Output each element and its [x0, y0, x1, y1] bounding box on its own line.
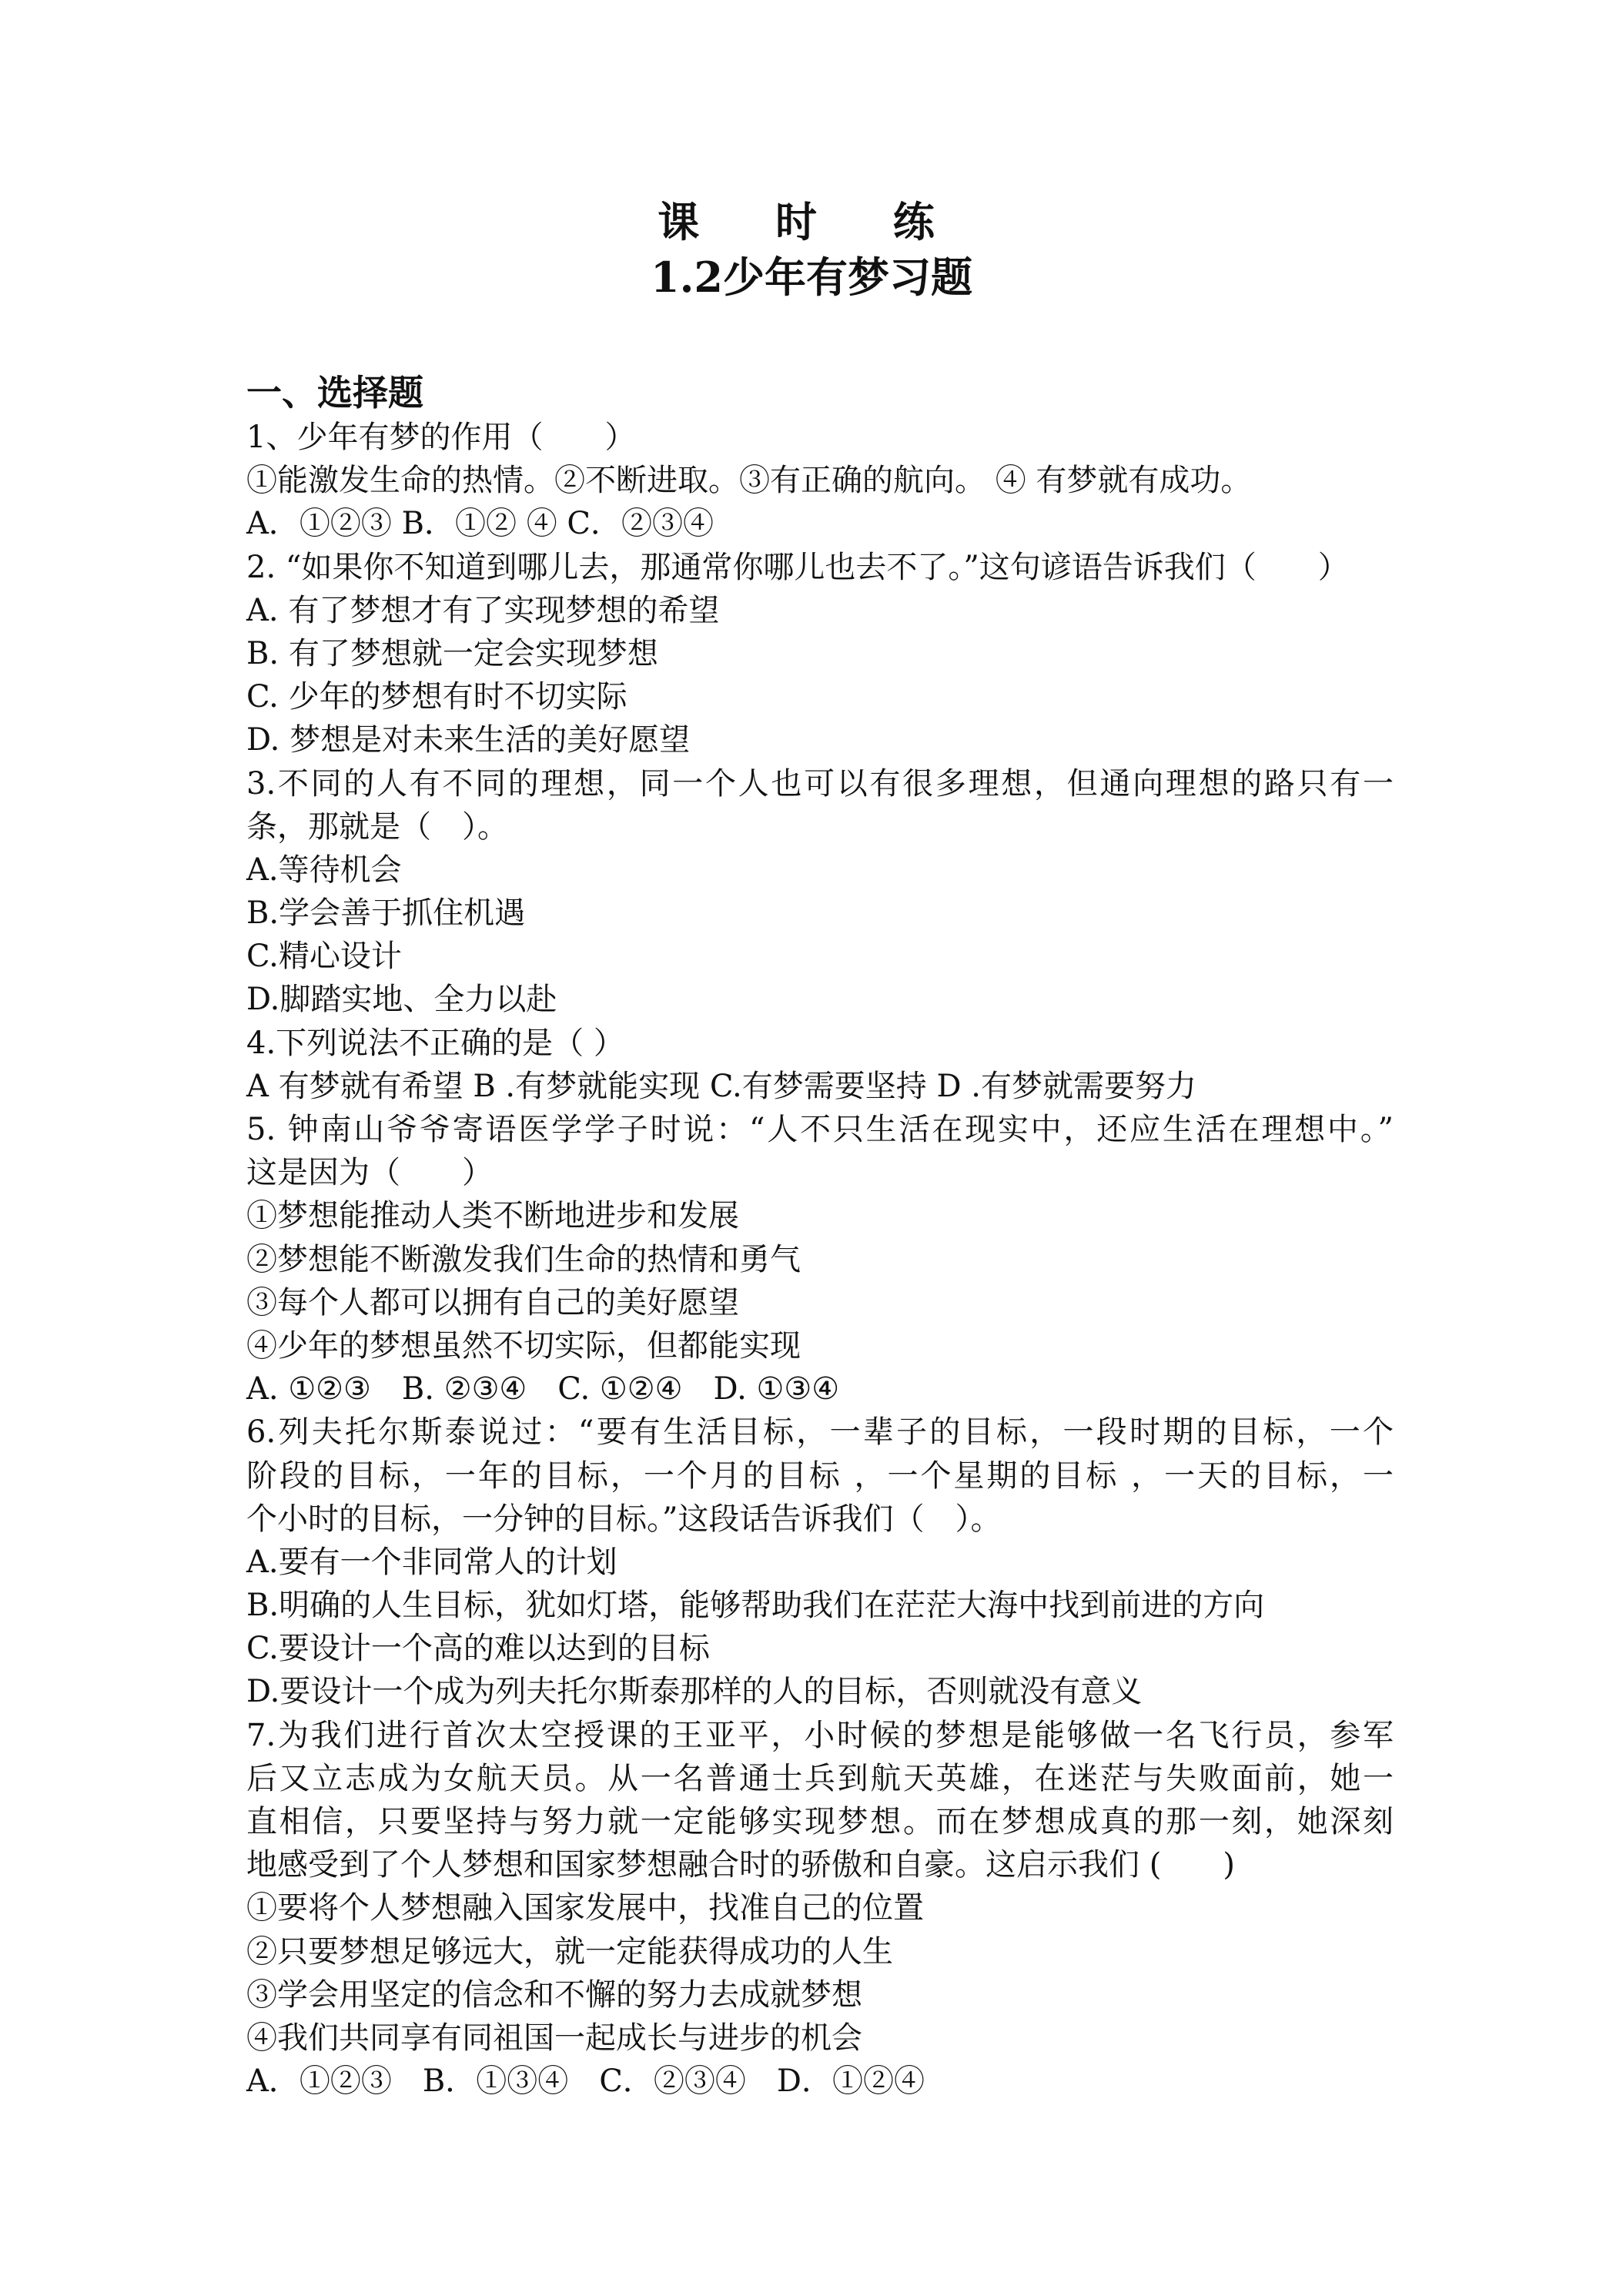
question-7-statement-3: ③学会用坚定的信念和不懈的努力去成就梦想 — [246, 1976, 862, 2013]
question-7-statement-2: ②只要梦想足够远大，就一定能获得成功的人生 — [246, 1933, 893, 1970]
question-3-option-c: C.精心设计 — [246, 939, 402, 975]
question-5-stem-cont: 这是因为（ ） — [246, 1155, 493, 1191]
question-7-statement-1: ①要将个人梦想融入国家发展中，找准自己的位置 — [246, 1890, 924, 1926]
question-2-stem: 2. “如果你不知道到哪儿去，那通常你哪儿也去不了。”这句谚语告诉我们（ ） — [246, 549, 1349, 585]
question-6-option-d: D.要设计一个成为列夫托尔斯泰那样的人的目标，否则就没有意义 — [246, 1674, 1143, 1710]
question-2-option-d: D. 梦想是对未来生活的美好愿望 — [246, 722, 691, 758]
question-3-stem: 3.不同的人有不同的理想，同一个人也可以有很多理想，但通向理想的路只有一 — [246, 765, 1394, 802]
question-6-stem-cont-2: 个小时的目标，一分钟的目标。”这段话告诉我们（ ）。 — [246, 1501, 1002, 1537]
question-1-stem: 1、少年有梦的作用（ ） — [246, 420, 636, 455]
question-3-stem-cont: 条，那就是（ ）。 — [246, 808, 508, 845]
question-7-stem: 7.为我们进行首次太空授课的王亚平，小时候的梦想是能够做一名飞行员，参军 — [246, 1717, 1394, 1753]
question-4-stem: 4.下列说法不正确的是（ ） — [246, 1025, 624, 1061]
question-2-option-c: C. 少年的梦想有时不切实际 — [246, 679, 627, 715]
question-5-statement-4: ④少年的梦想虽然不切实际，但都能实现 — [246, 1327, 801, 1364]
question-1-statements: ①能激发生命的热情。②不断进取。③有正确的航向。 ④ 有梦就有成功。 — [246, 463, 1252, 499]
page-subtitle: 1.2少年有梦习题 — [651, 253, 972, 302]
question-3-option-d: D.脚踏实地、全力以赴 — [246, 982, 557, 1018]
question-5-statement-2: ②梦想能不断激发我们生命的热情和勇气 — [246, 1241, 801, 1277]
question-7-stem-cont-1: 后又立志成为女航天员。从一名普通士兵到航天英雄，在迷茫与失败面前，她一 — [246, 1760, 1394, 1796]
question-5-options: A. ①②③ B. ②③④ C. ①②④ D. ①③④ — [246, 1371, 840, 1407]
page-title: 课 时 练 — [658, 197, 965, 246]
question-3-option-b: B.学会善于抓住机遇 — [246, 895, 526, 932]
question-7-statement-4: ④我们共同享有同祖国一起成长与进步的机会 — [246, 2020, 862, 2056]
question-5-stem: 5. 钟南山爷爷寄语医学学子时说：“人不只生活在现实中，还应生活在理想中。” — [246, 1112, 1394, 1147]
question-6-option-b: B.明确的人生目标，犹如灯塔，能够帮助我们在茫茫大海中找到前进的方向 — [246, 1588, 1265, 1624]
question-7-stem-cont-3: 地感受到了个人梦想和国家梦想融合时的骄傲和自豪。这启示我们 ( ) — [246, 1847, 1235, 1883]
question-1-options: A．①②③ B．①② ④ C．②③④ — [246, 506, 714, 542]
question-6-option-c: C.要设计一个高的难以达到的目标 — [246, 1631, 710, 1667]
question-6-stem: 6.列夫托尔斯泰说过：“要有生活目标，一辈子的目标，一段时期的目标，一个 — [246, 1414, 1394, 1451]
question-5-statement-1: ①梦想能推动人类不断地进步和发展 — [246, 1198, 739, 1234]
question-6-option-a: A.要有一个非同常人的计划 — [246, 1544, 617, 1580]
question-body — [246, 416, 1394, 2103]
question-2-option-b: B. 有了梦想就一定会实现梦想 — [246, 635, 658, 671]
question-5-statement-3: ③每个人都可以拥有自己的美好愿望 — [246, 1284, 739, 1320]
question-3-option-a: A.等待机会 — [246, 852, 402, 888]
question-6-stem-cont-1: 阶段的目标，一年的目标，一个月的目标 ，一个星期的目标 ，一天的目标，一 — [246, 1458, 1394, 1494]
question-2-option-a: A. 有了梦想才有了实现梦想的希望 — [246, 592, 720, 628]
section-heading: 一、选择题 — [246, 372, 423, 413]
question-4-options: A 有梦就有希望 B .有梦就能实现 C.有梦需要坚持 D .有梦就需要努力 — [246, 1068, 1196, 1104]
question-7-options: A．①②③ B．①③④ C．②③④ D．①②④ — [246, 2063, 925, 2100]
question-7-stem-cont-2: 直相信，只要坚持与努力就一定能够实现梦想。而在梦想成真的那一刻，她深刻 — [246, 1804, 1394, 1839]
